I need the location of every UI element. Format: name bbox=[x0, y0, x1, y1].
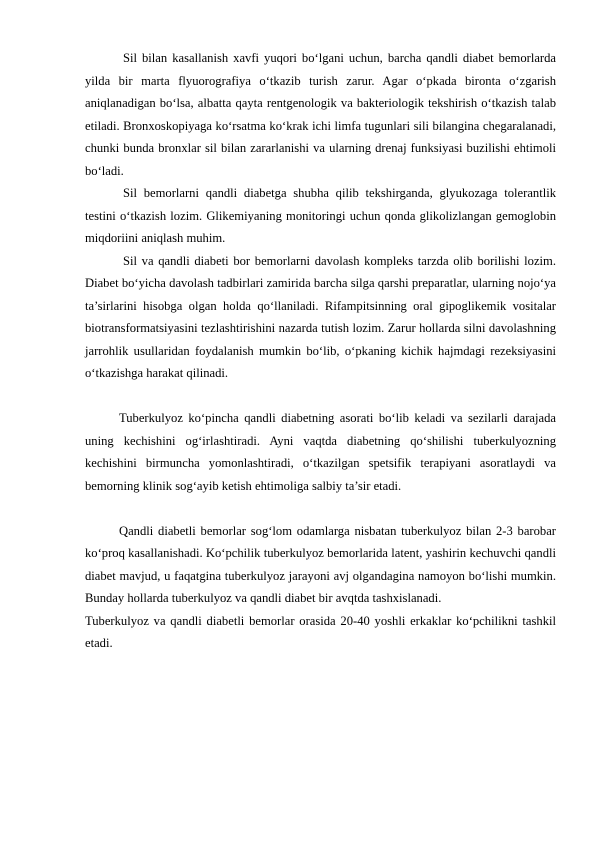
paragraph-gap bbox=[85, 385, 556, 408]
paragraph-tb-screening: Sil bilan kasallanish xavfi yuqori bo‘lgani uchun, barcha qandli diabet bemorlarda yilda bir marta flyuorografiya o‘tkazib turish zarur. Agar o‘pkada bironta o‘zgarish aniqlanadigan bo‘lsa, albatta qayta rentgenologik va bakteriologik tekshirish o‘tkazish talab etiladi. Bronxoskopiyaga ko‘rsatma ko‘krak ichi limfa tugunlari sili bilangina chegaralanadi, chunki bunda bronxlar sil bilan zararlanishi va ularning drenaj funksiyasi buzilishi ehtimoli bo‘ladi. bbox=[85, 51, 556, 178]
paragraph-treatment: Sil va qandli diabeti bor bemorlarni davolash kompleks tarzda olib borilishi lozim. Diabet bo‘yicha davolash tadbirlari zamirida barcha silga qarshi preparatlar, ularning nojo‘ya ta’sirlarini hisobga olgan holda qo‘llaniladi. Rifampitsinning oral gipoglikemik vositalar biotransformatsiyasini tezlashtirishini nazarda tutish lozim. Zarur hollarda silni davolashning jarrohlik usullaridan foydalanish mumkin bo‘lib, o‘pkaning kichik hajmdagi rezeksiyasini o‘tkazishga harakat qilinadi. bbox=[85, 253, 556, 380]
paragraph-glucose-testing: Sil bemorlarni qandli diabetga shubha qilib tekshirganda, glyukozaga tolerantlik testini o‘tkazish lozim. Glikemiyaning monitoringi uchun qonda glikolizlangan gemoglobin miqdoriini aniqlash muhim. bbox=[85, 186, 556, 245]
paragraph-gap bbox=[85, 497, 556, 520]
document-page bbox=[85, 47, 556, 655]
paragraph-incidence: Qandli diabetli bemorlar sog‘lom odamlarga nisbatan tuberkulyoz bilan 2-3 barobar ko‘proq kasallanishadi. Ko‘pchilik tuberkulyoz bemorlarida latent, yashirin kechuvchi qandli diabet mavjud, u faqatgina tuberkulyoz jarayoni avj olgandagina namoyon bo‘lishi mumkin. Bunday hollarda tuberkulyoz va qandli diabet bir avqtda tashxislanadi. bbox=[85, 523, 556, 605]
paragraph-demographics: Tuberkulyoz va qandli diabetli bemorlar orasida 20-40 yoshli erkaklar ko‘pchilikni tashkil etadi. bbox=[85, 613, 556, 650]
paragraph-complication: Tuberkulyoz ko‘pincha qandli diabetning asorati bo‘lib keladi va sezilarli darajada uning kechishini og‘irlashtiradi. Ayni vaqtda diabetning qo‘shilishi tuberkulyozning kechishini birmuncha yomonlashtiradi, o‘tkazilgan spetsifik terapiyani asoratlaydi va bemorning klinik sog‘ayib ketish ehtimoliga salbiy ta’sir etadi. bbox=[85, 411, 556, 493]
